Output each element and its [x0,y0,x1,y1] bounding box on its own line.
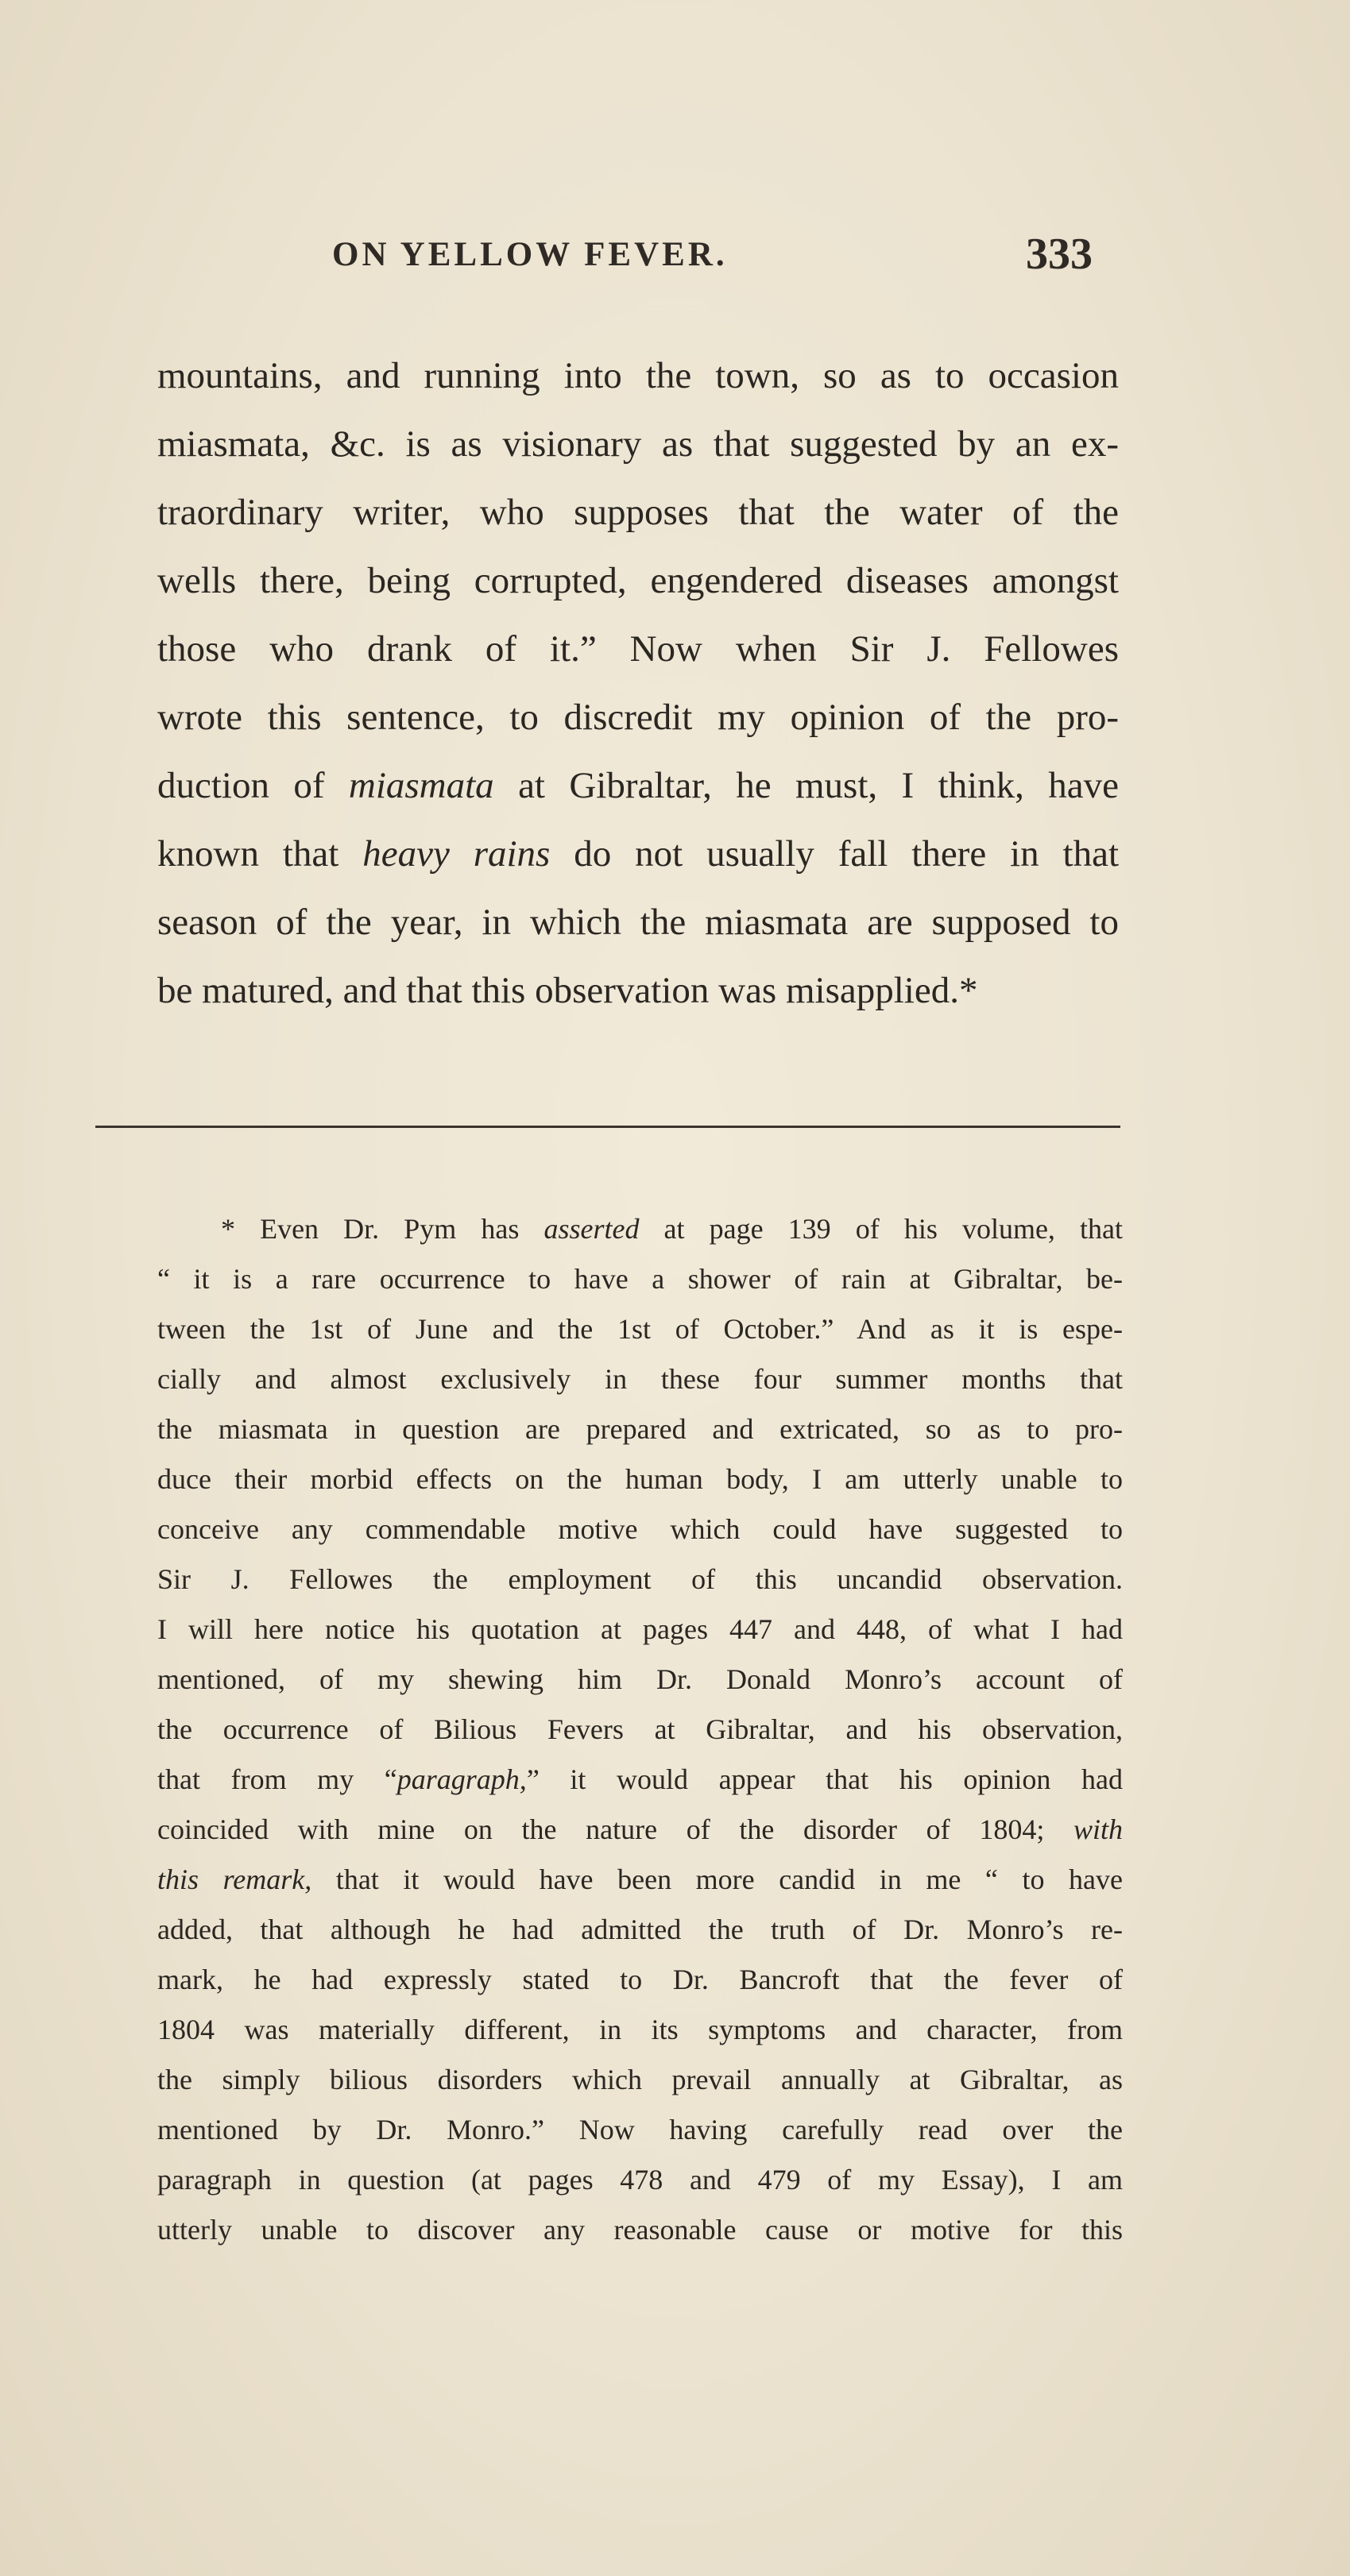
footnote-line: Sir J. Fellowes the employment of this uncandid observation. [157,1563,1123,1595]
footnote-line: tween the 1st of June and the 1st of October.” And as it is espe- [157,1313,1123,1345]
italic-run: with [1073,1813,1123,1845]
footnote-line: added, that although he had admitted the truth of Dr. Monro’s re- [157,1914,1123,1945]
text-run: that it would have been more candid in me “ to have [311,1863,1124,1895]
page-number: 333 [1026,230,1093,279]
footnote-line [157,1855,1123,1905]
footnote [157,1204,1123,2255]
text-line: season of the year, in which the miasmata are supposed to [157,902,1119,943]
footnote-line: the miasmata in question are prepared and extricated, so as to pro- [157,1413,1123,1445]
text-line: be matured, and that this observation was misapplied.* [157,970,978,1011]
footnote-line: conceive any commendable motive which could have suggested to [157,1513,1123,1545]
page-header [159,230,1112,291]
footnote-line [157,1204,1123,1254]
italic-run: heavy rains [362,833,551,875]
running-head: ON YELLOW FEVER. [332,236,728,273]
footnote-line: mark, he had expressly stated to Dr. Bancroft that the fever of [157,1964,1123,1995]
text-run: ” it would appear that his opinion had [526,1763,1123,1795]
text-line: wells there, being corrupted, engendered diseases amongst [157,560,1119,601]
text-line: wrote this sentence, to discredit my opinion of the pro- [157,697,1119,738]
text-line: miasmata, &c. is as visionary as that suggested by an ex- [157,423,1119,465]
italic-run: asserted [543,1213,640,1245]
footnote-line [157,1805,1123,1855]
text-run: at Gibraltar, he must, I think, have [493,765,1119,806]
text-run: * Even Dr. Pym has [221,1213,544,1245]
footnote-line: mentioned by Dr. Monro.” Now having carefully read over the [157,2114,1123,2145]
footnote-line: mentioned, of my shewing him Dr. Donald Monro’s account of [157,1663,1123,1695]
footnote-line: “ it is a rare occurrence to have a shower of rain at Gibraltar, be- [157,1263,1123,1295]
text-line [157,820,1119,888]
text-run: do not usually fall there in that [550,833,1120,875]
text-line: traordinary writer, who supposes that the water of the [157,492,1119,533]
text-run: coincided with mine on the nature of the disorder of 1804; [157,1813,1073,1845]
footnote-line: duce their morbid effects on the human body, I am utterly unable to [157,1463,1123,1495]
italic-run: this remark, [157,1863,312,1895]
footnote-line: the occurrence of Bilious Fevers at Gibraltar, and his observation, [157,1713,1123,1745]
italic-run: paragraph, [396,1763,527,1795]
footnote-line: utterly unable to discover any reasonable cause or motive for this [157,2214,1123,2246]
text-run: known that [157,833,363,875]
text-line: mountains, and running into the town, so as to occasion [157,355,1119,396]
text-line: those who drank of it.” Now when Sir J. Fellowes [157,628,1119,670]
footnote-line [157,1755,1123,1805]
footnote-line: 1804 was materially different, in its symptoms and character, from [157,2014,1123,2045]
footnote-line: I will here notice his quotation at pages 447 and 448, of what I had [157,1613,1123,1645]
text-run: that from my “ [157,1763,397,1795]
footnote-line: paragraph in question (at pages 478 and 479 of my Essay), I am [157,2164,1123,2196]
text-line [157,751,1119,820]
footnote-separator-rule [95,1126,1120,1128]
italic-run: miasmata [348,765,494,806]
footnote-line: the simply bilious disorders which prevail annually at Gibraltar, as [157,2064,1123,2095]
footnote-line: cially and almost exclusively in these four summer months that [157,1363,1123,1395]
text-run: at page 139 of his volume, that [639,1213,1124,1245]
main-paragraph [157,342,1119,1025]
text-run: duction of [157,765,349,806]
